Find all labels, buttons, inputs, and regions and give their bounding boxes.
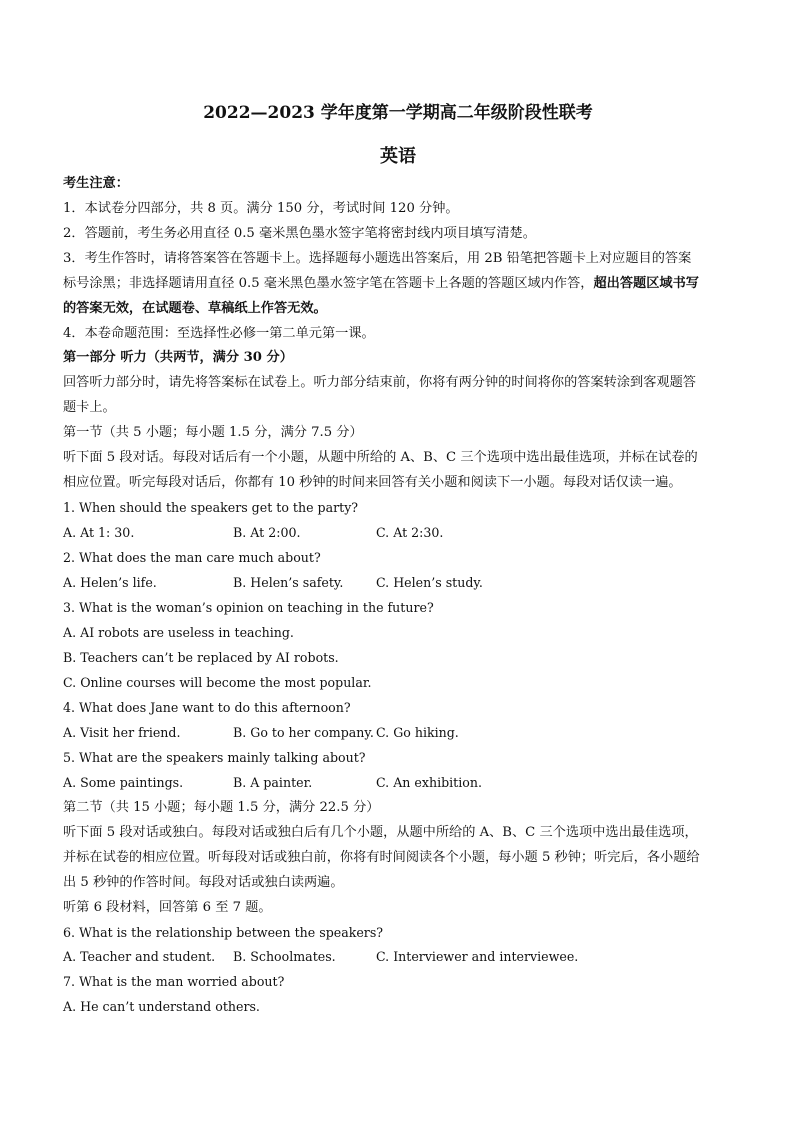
notice-item-3-bold: 超出答题区域书写 [593, 276, 699, 291]
option-a: A. Helen’s life. [63, 575, 157, 590]
notice-item-4: 4．本卷命题范围：至选择性必修一第二单元第一课。 [63, 326, 375, 341]
notice-heading: 考生注意： [63, 176, 129, 191]
question-7: 7. What is the man worried about? [63, 974, 285, 989]
part1-intro-2: 题卡上。 [63, 400, 116, 415]
option-c: C. Go hiking. [376, 725, 459, 740]
section1-instr-1: 听下面 5 段对话。每段对话后有一个小题，从题中所给的 A、B、C 三个选项中选出最佳选项，并标在试卷的 [63, 450, 698, 465]
question-5: 5. What are the speakers mainly talking about? [63, 750, 366, 765]
option-b: B. Go to her company. [233, 725, 374, 740]
option-c: C. Interviewer and interviewee. [376, 949, 579, 964]
option-b: B. Schoolmates. [233, 949, 336, 964]
notice-item-3-bold-end: 的答案无效，在试题卷、草稿纸上作答无效。 [63, 301, 327, 316]
option-c: C. An exhibition. [376, 775, 482, 790]
option-a: A. AI robots are useless in teaching. [63, 625, 294, 640]
section1-heading: 第一节（共 5 小题；每小题 1.5 分，满分 7.5 分） [63, 425, 363, 440]
question-1: 1. When should the speakers get to the party? [63, 500, 359, 515]
notice-item-2: 2．答题前，考生务必用直径 0.5 毫米黑色墨水签字笔将密封线内项目填写清楚。 [63, 226, 536, 241]
part1-intro-1: 回答听力部分时，请先将答案标在试卷上。听力部分结束前，你将有两分钟的时间将你的答案转涂到客观题答 [63, 375, 696, 390]
option-a: A. At 1: 30. [63, 525, 135, 540]
part1-heading: 第一部分 听力（共两节，满分 30 分） [63, 350, 293, 365]
question-6: 6. What is the relationship between the speakers? [63, 925, 384, 940]
notice-item-3-normal: 标号涂黑；非选择题请用直径 0.5 毫米黑色墨水签字笔在答题卡上各题的答题区域内作答， [63, 276, 594, 291]
section2-instr-2: 并标在试卷的相应位置。听每段对话或独白前，你将有时间阅读各个小题，每小题 5 秒钟；听完后，各小题给 [63, 850, 700, 865]
option-b: B. Helen’s safety. [233, 575, 344, 590]
notice-item-3-cont [63, 271, 731, 296]
section2-instr-3: 出 5 秒钟的作答时间。每段对话或独白读两遍。 [63, 875, 344, 890]
exam-title: 2022—2023 学年度第一学期高二年级阶段性联考 [203, 103, 593, 123]
question-3: 3. What is the woman’s opinion on teaching in the future? [63, 600, 434, 615]
material-6-heading: 听第 6 段材料，回答第 6 至 7 题。 [63, 900, 272, 915]
section2-heading: 第二节（共 15 小题；每小题 1.5 分，满分 22.5 分） [63, 800, 380, 815]
option-c: C. Helen’s study. [376, 575, 483, 590]
option-b: B. At 2:00. [233, 525, 301, 540]
notice-item-3: 3．考生作答时，请将答案答在答题卡上。选择题每小题选出答案后，用 2B 铅笔把答题卡上对应题目的答案 [63, 251, 692, 266]
option-a: A. Some paintings. [63, 775, 184, 790]
option-a: A. He can’t understand others. [63, 999, 260, 1014]
subject-title: 英语 [380, 146, 416, 167]
option-c: C. Online courses will become the most popular. [63, 675, 372, 690]
option-b: B. Teachers can’t be replaced by AI robots. [63, 650, 339, 665]
section2-instr-1: 听下面 5 段对话或独白。每段对话或独白后有几个小题，从题中所给的 A、B、C 三个选项中选出最佳选项， [63, 825, 698, 840]
section1-instr-2: 相应位置。听完每段对话后，你都有 10 秒钟的时间来回答有关小题和阅读下一小题。每段对话仅读一遍。 [63, 475, 682, 490]
option-a: A. Visit her friend. [63, 725, 181, 740]
option-a: A. Teacher and student. [63, 949, 216, 964]
question-4: 4. What does Jane want to do this afternoon? [63, 700, 351, 715]
question-2: 2. What does the man care much about? [63, 550, 321, 565]
option-b: B. A painter. [233, 775, 313, 790]
notice-item-1: 1．本试卷分四部分，共 8 页。满分 150 分，考试时间 120 分钟。 [63, 201, 459, 216]
option-c: C. At 2:30. [376, 525, 444, 540]
